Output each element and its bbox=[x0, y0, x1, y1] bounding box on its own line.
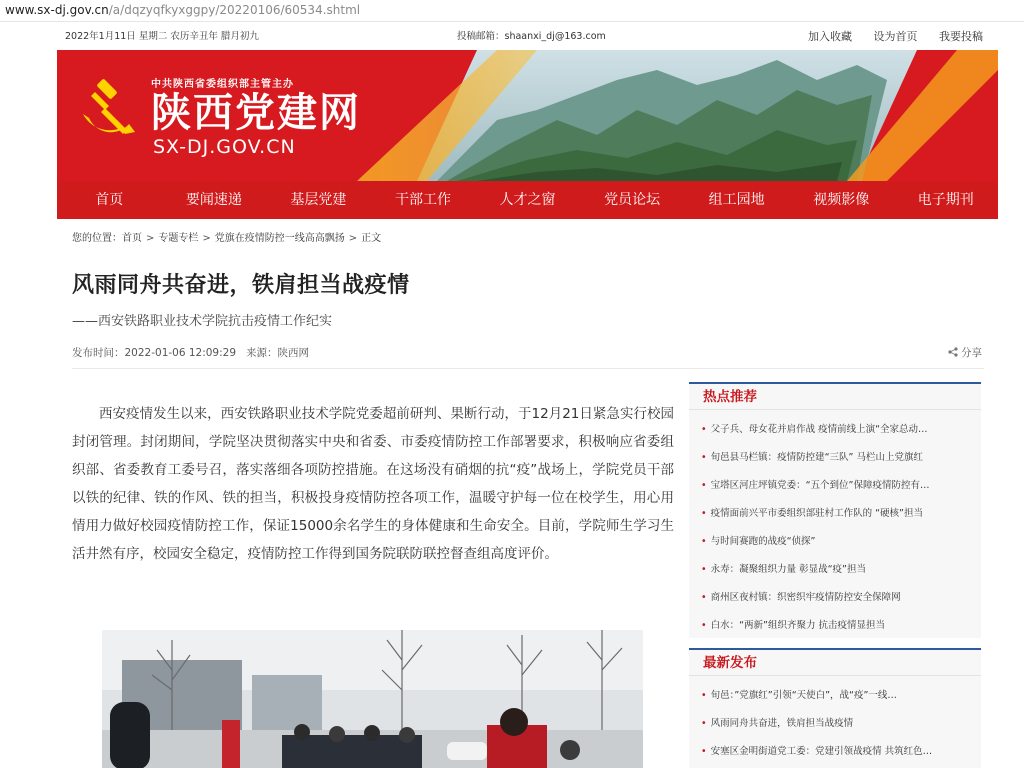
hot-recommend-title: 热点推荐 bbox=[689, 382, 981, 410]
list-item-label: 旬邑：”党旗红”引领“天使白”，战“疫”一线… bbox=[710, 690, 897, 701]
latest-news-title: 最新发布 bbox=[689, 648, 981, 676]
list-item[interactable] bbox=[701, 682, 977, 710]
latest-news-panel bbox=[689, 648, 981, 768]
site-logo-text[interactable]: 陕西党建网 bbox=[151, 89, 361, 136]
list-item[interactable] bbox=[701, 500, 977, 528]
latest-news-list bbox=[689, 676, 981, 766]
breadcrumb-column[interactable]: 党旗在疫情防控一线高高飘扬 bbox=[214, 233, 345, 244]
top-info-bar bbox=[57, 26, 997, 48]
article-title: 风雨同舟共奋进，铁肩担当战疫情 bbox=[72, 273, 410, 298]
nav-item-video[interactable]: 视频影像 bbox=[813, 192, 870, 208]
bullet-icon: • bbox=[701, 508, 707, 519]
list-item[interactable] bbox=[701, 528, 977, 556]
url-path: /a/dqzyqfkyxggpy/20220106/60534.shtml bbox=[108, 3, 361, 17]
url-domain: www.sx-dj.gov.cn bbox=[5, 3, 109, 17]
breadcrumb-label: 您的位置： bbox=[72, 233, 122, 244]
breadcrumb-current: 正文 bbox=[361, 233, 382, 244]
article-source: 来源：陕西网 bbox=[246, 347, 310, 359]
list-item[interactable] bbox=[701, 556, 977, 584]
list-item-label: 父子兵、母女花并肩作战 疫情前线上演“全家总动… bbox=[710, 424, 928, 435]
add-favorite-link[interactable]: 加入收藏 bbox=[808, 30, 852, 43]
list-item[interactable] bbox=[701, 584, 977, 612]
list-item-label: 永寿：凝聚组织力量 彰显战“疫”担当 bbox=[710, 564, 866, 575]
list-item-label: 商州区夜村镇：织密织牢疫情防控安全保障网 bbox=[710, 592, 901, 603]
nav-item-grassroots[interactable]: 基层党建 bbox=[290, 192, 347, 208]
bullet-icon: • bbox=[701, 592, 707, 603]
share-label: 分享 bbox=[961, 347, 982, 359]
submission-email: 投稿邮箱：shaanxi_dj@163.com bbox=[457, 31, 606, 42]
breadcrumb-separator: > bbox=[202, 233, 211, 244]
meta-divider bbox=[72, 368, 984, 369]
list-item[interactable] bbox=[701, 416, 977, 444]
share-icon bbox=[948, 347, 958, 357]
nav-item-home[interactable]: 首页 bbox=[95, 192, 124, 208]
breadcrumb bbox=[72, 229, 381, 244]
set-homepage-link[interactable]: 设为首页 bbox=[873, 30, 918, 43]
address-bar[interactable] bbox=[0, 0, 1024, 22]
list-item[interactable] bbox=[701, 444, 977, 472]
list-item-label: 白水：“两新”组织齐聚力 抗击疫情显担当 bbox=[710, 620, 885, 631]
list-item[interactable] bbox=[701, 612, 977, 640]
list-item-label: 安塞区金明街道党工委：党建引领战疫情 共筑红色… bbox=[710, 746, 933, 757]
list-item-label: 疫情面前兴平市委组织部驻村工作队的 “硬核”担当 bbox=[710, 508, 923, 519]
banner-subtitle: 中共陕西省委组织部主管主办 bbox=[151, 79, 294, 90]
top-links bbox=[790, 26, 983, 48]
breadcrumb-home[interactable]: 首页 bbox=[122, 233, 142, 244]
hot-recommend-list bbox=[689, 410, 981, 640]
main-nav bbox=[57, 181, 998, 219]
list-item[interactable] bbox=[701, 472, 977, 500]
article-paragraph: 西安疫情发生以来，西安铁路职业技术学院党委超前研判、果断行动，于12月21日紧急实行校园封闭管理。封闭期间，学院坚决贯彻落实中央和省委、市委疫情防控工作部署要求，积极响应省委组织部、省委教育工委号召，落实落细各项防控措施。在这场没有硝烟的抗“疫”战场上，学院党员干部以铁的纪律、铁的作风、铁的担当，积极投身疫情防控各项工作，温暖守护每一位在校学生，用心用情用力做好校园疫情防控工作，保证15000余名学生的身体健康和生命安全。目前，学院师生学习生活井然有序，校园安全稳定，疫情防控工作得到国务院联防联控督查组高度评价。 bbox=[72, 406, 674, 562]
article-meta bbox=[72, 345, 309, 360]
list-item-label: 与时间赛跑的战疫“侦探” bbox=[710, 536, 816, 547]
bullet-icon: • bbox=[701, 480, 707, 491]
nav-item-journal[interactable]: 电子期刊 bbox=[917, 192, 974, 208]
list-item[interactable] bbox=[701, 738, 977, 766]
share-button[interactable] bbox=[948, 345, 982, 360]
site-banner bbox=[57, 50, 998, 181]
current-date: 2022年1月11日 星期二 农历辛丑年 腊月初九 bbox=[65, 31, 259, 42]
hot-recommend-panel bbox=[689, 382, 981, 638]
site-domain-text: SX-DJ.GOV.CN bbox=[153, 136, 296, 158]
nav-item-garden[interactable]: 组工园地 bbox=[708, 192, 765, 208]
bullet-icon: • bbox=[701, 718, 707, 729]
nav-item-talent[interactable]: 人才之窗 bbox=[499, 192, 556, 208]
list-item-label: 风雨同舟共奋进，铁肩担当战疫情 bbox=[710, 718, 854, 729]
list-item-label: 宝塔区河庄坪镇党委：“五个到位”保障疫情防控有… bbox=[710, 480, 930, 491]
bullet-icon: • bbox=[701, 620, 707, 631]
nav-item-cadre[interactable]: 干部工作 bbox=[394, 192, 451, 208]
list-item[interactable] bbox=[701, 710, 977, 738]
nav-item-forum[interactable]: 党员论坛 bbox=[604, 192, 661, 208]
breadcrumb-separator: > bbox=[348, 233, 358, 244]
article-photo bbox=[102, 630, 643, 768]
bullet-icon: • bbox=[701, 564, 707, 575]
article-subtitle: ——西安铁路职业技术学院抗击疫情工作纪实 bbox=[72, 314, 333, 329]
campus-photo-image bbox=[102, 630, 643, 768]
submit-article-link[interactable]: 我要投稿 bbox=[939, 30, 983, 43]
list-item-label: 旬邑县马栏镇：疫情防控建“三队” 马栏山上党旗红 bbox=[710, 452, 923, 463]
publish-time: 发布时间：2022-01-06 12:09:29 bbox=[72, 347, 237, 359]
breadcrumb-topics[interactable]: 专题专栏 bbox=[158, 233, 199, 244]
hammer-sickle-icon bbox=[75, 78, 141, 144]
bullet-icon: • bbox=[701, 536, 707, 547]
nav-item-news[interactable]: 要闻速递 bbox=[185, 192, 242, 208]
bullet-icon: • bbox=[701, 690, 707, 701]
bullet-icon: • bbox=[701, 746, 707, 757]
bullet-icon: • bbox=[701, 424, 707, 435]
breadcrumb-separator: > bbox=[146, 233, 155, 244]
bullet-icon: • bbox=[701, 452, 707, 463]
